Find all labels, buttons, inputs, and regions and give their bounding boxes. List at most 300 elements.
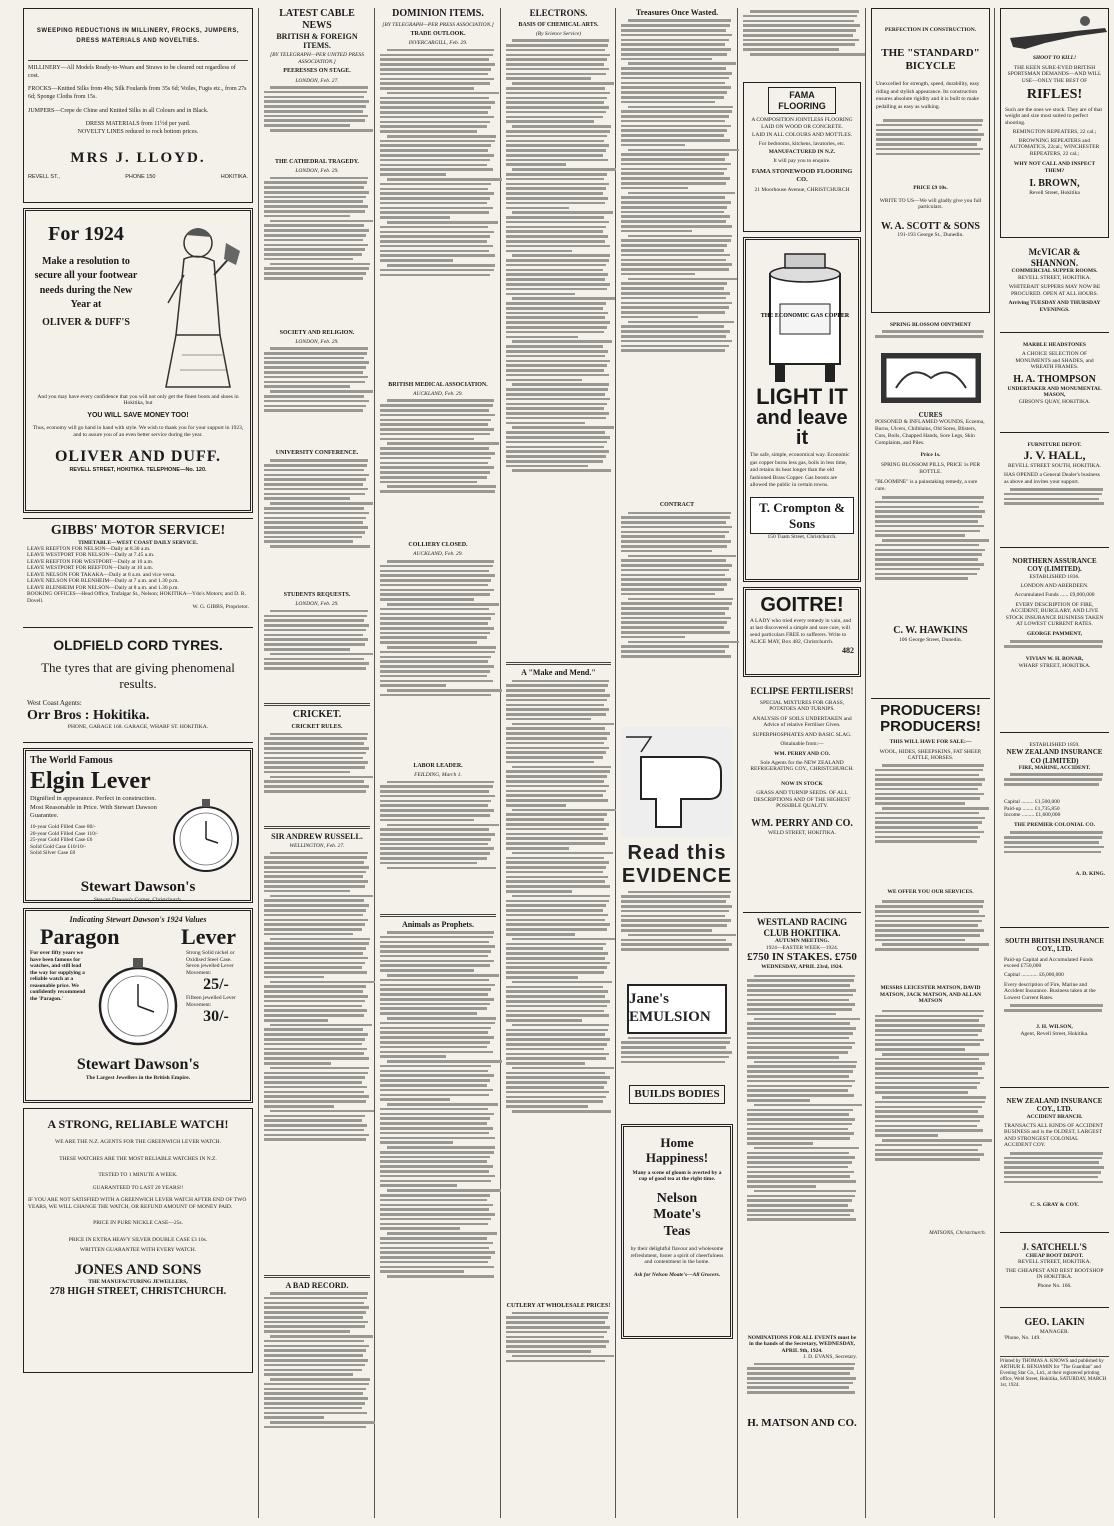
ad-street: REVELL ST., bbox=[28, 173, 60, 180]
article-body bbox=[380, 781, 496, 911]
text-line bbox=[506, 360, 610, 363]
text-line bbox=[264, 409, 363, 412]
text-line bbox=[270, 1110, 374, 1113]
text-line bbox=[875, 1072, 978, 1075]
text-line bbox=[264, 536, 362, 539]
text-line bbox=[264, 914, 363, 917]
text-line bbox=[882, 764, 984, 767]
ad-text-block bbox=[30, 215, 142, 390]
text-line bbox=[264, 1072, 368, 1075]
text-line bbox=[875, 1067, 982, 1070]
text-line bbox=[506, 111, 606, 114]
text-line bbox=[882, 1010, 984, 1013]
text-line bbox=[264, 629, 366, 632]
column-ads-right bbox=[868, 8, 993, 1518]
text-line bbox=[747, 1214, 850, 1217]
text-line bbox=[264, 512, 369, 515]
ad-name: J. SATCHELL'S bbox=[1022, 1242, 1087, 1252]
text-line bbox=[380, 481, 477, 484]
ad-store: Stewart Dawson's bbox=[76, 1056, 200, 1074]
text-line bbox=[380, 1098, 450, 1101]
text-line bbox=[264, 277, 363, 280]
text-line bbox=[621, 545, 727, 548]
text-line bbox=[387, 824, 500, 827]
text-line bbox=[1004, 778, 1102, 781]
ad-price: Price 1s. bbox=[920, 451, 941, 458]
text-line bbox=[264, 766, 365, 769]
dateline: AUCKLAND, Feb. 29. bbox=[413, 390, 463, 397]
text-line bbox=[875, 821, 982, 824]
text-line bbox=[506, 785, 609, 788]
text-line bbox=[747, 1175, 850, 1178]
text-line bbox=[506, 130, 610, 133]
text-line bbox=[380, 490, 495, 493]
text-line bbox=[264, 100, 369, 103]
text-line bbox=[621, 201, 731, 204]
ad-body: Make a resolution to secure all your footwear needs during the New Year at bbox=[34, 255, 138, 311]
text-line bbox=[628, 891, 731, 894]
text-line bbox=[506, 751, 606, 754]
text-line bbox=[1010, 1152, 1103, 1155]
ad-line: BROWNING REPEATERS and AUTOMATICS, 22cal.; WINCHESTER REPEATERS, 22 cal.; bbox=[1009, 137, 1100, 157]
text-line bbox=[747, 1195, 855, 1198]
text-line bbox=[506, 813, 607, 816]
ad-northern-assurance bbox=[1000, 553, 1109, 733]
text-line bbox=[747, 1132, 854, 1135]
text-line bbox=[264, 957, 368, 960]
text-line bbox=[380, 1204, 493, 1207]
text-line bbox=[621, 187, 688, 190]
ad-top: Indicating Stewart Dawson's 1924 Values bbox=[69, 915, 207, 924]
article-heading: STUDENTS REQUESTS. bbox=[283, 592, 351, 599]
text-line bbox=[747, 1204, 848, 1207]
text-line bbox=[387, 1275, 494, 1278]
text-line bbox=[264, 395, 364, 398]
text-line bbox=[506, 933, 575, 936]
text-line bbox=[621, 249, 724, 252]
text-line bbox=[506, 221, 609, 224]
text-line bbox=[506, 833, 603, 836]
text-line bbox=[387, 442, 500, 445]
ad-caption: SHOOT TO KILL! bbox=[1032, 55, 1077, 62]
text-line bbox=[875, 553, 982, 556]
text-line bbox=[506, 976, 578, 979]
text-line bbox=[380, 58, 489, 61]
text-line bbox=[621, 24, 730, 27]
text-line bbox=[506, 971, 604, 974]
section-title: DOMINION ITEMS. bbox=[392, 8, 484, 19]
text-line bbox=[621, 220, 726, 223]
text-line bbox=[380, 1137, 495, 1140]
ad-elgin-lever bbox=[23, 748, 253, 903]
text-line bbox=[506, 1000, 610, 1003]
text-line bbox=[621, 626, 724, 629]
text-line bbox=[264, 1100, 366, 1103]
text-line bbox=[621, 139, 730, 142]
text-line bbox=[380, 1151, 494, 1154]
text-line bbox=[506, 1033, 605, 1036]
text-line bbox=[506, 230, 603, 233]
ad-producers bbox=[871, 698, 990, 1236]
text-line bbox=[882, 1139, 992, 1142]
text-line bbox=[270, 177, 368, 180]
text-line bbox=[264, 928, 362, 931]
text-line bbox=[621, 72, 732, 75]
ad-body: POISONED & INFLAMED WOUNDS, Eczema, Burns, Ulcers, Chilblains, Old Sores, Blisters, Cuts, Boils, Chapped Hands, Sore Legs, Skin Complaints, and Piles. bbox=[875, 419, 985, 447]
timetable-line: LEAVE WESTPORT FOR REEFTON—Daily at 10 a.m. bbox=[27, 565, 154, 572]
race-program bbox=[747, 975, 857, 1335]
ad-body-row bbox=[30, 795, 246, 875]
text-line bbox=[506, 885, 610, 888]
ad-store: OLIVER & DUFF'S bbox=[42, 316, 130, 328]
text-line bbox=[380, 159, 490, 162]
text-line bbox=[380, 1156, 490, 1159]
dateline: INVERCARGILL, Feb. 29. bbox=[408, 40, 468, 47]
text-line bbox=[512, 211, 613, 214]
ad-headline: Home Happiness! bbox=[645, 1134, 709, 1166]
ad-name: Paragon bbox=[40, 924, 120, 950]
text-line bbox=[875, 1144, 982, 1147]
text-line bbox=[387, 1189, 501, 1192]
text-line bbox=[747, 1051, 848, 1054]
text-line bbox=[506, 393, 605, 396]
ad-sub: THE MANUFACTURING JEWELLERS, bbox=[88, 1279, 188, 1286]
text-line bbox=[506, 880, 605, 883]
janes-logo: Jane's EMULSION bbox=[627, 984, 727, 1034]
text-line bbox=[380, 651, 495, 654]
ad-line: PRICE IN PURE NICKLE CASE—25s. bbox=[93, 1220, 183, 1227]
text-line bbox=[754, 1104, 863, 1107]
text-line bbox=[506, 780, 604, 783]
text-line bbox=[512, 852, 613, 855]
ad-name: J. H. WILSON, bbox=[1036, 1024, 1073, 1031]
column-dominion-items bbox=[377, 8, 499, 1518]
text-line bbox=[621, 325, 724, 328]
text-line bbox=[506, 986, 603, 989]
text-line bbox=[506, 699, 607, 702]
text-line bbox=[380, 1074, 494, 1077]
text-line bbox=[621, 77, 729, 80]
ad-city: LONDON AND ABERDEEN. bbox=[1020, 582, 1089, 589]
text-line bbox=[380, 862, 477, 865]
text-line bbox=[621, 287, 724, 290]
text-line bbox=[875, 1115, 984, 1118]
column-divider bbox=[865, 8, 866, 1518]
text-line bbox=[512, 39, 609, 42]
article-heading: CRICKET RULES. bbox=[291, 723, 343, 730]
ad-name: I. BROWN, bbox=[1029, 178, 1080, 190]
text-line bbox=[264, 1412, 367, 1415]
text-line bbox=[506, 957, 605, 960]
text-line bbox=[380, 202, 487, 205]
column-cable-news bbox=[261, 8, 373, 1518]
article-heading: SIR ANDREW RUSSELL. bbox=[271, 831, 363, 841]
text-line bbox=[506, 73, 606, 76]
text-line bbox=[506, 398, 610, 401]
text-line bbox=[506, 460, 603, 463]
text-line bbox=[270, 220, 373, 223]
ad-sub: BICYCLE bbox=[905, 60, 956, 73]
text-line bbox=[506, 1062, 585, 1065]
text-line bbox=[387, 399, 494, 402]
text-line bbox=[747, 1099, 810, 1102]
text-line bbox=[621, 559, 726, 562]
text-line bbox=[621, 244, 727, 247]
text-line bbox=[876, 133, 984, 136]
ointment-jar-icon bbox=[876, 348, 986, 408]
text-line bbox=[621, 516, 730, 519]
text-line bbox=[380, 936, 493, 939]
text-line bbox=[387, 1232, 497, 1235]
article-body bbox=[621, 512, 733, 727]
text-line bbox=[380, 274, 490, 277]
text-line bbox=[380, 409, 489, 412]
ad-line: WRITTEN GUARANTEE WITH EVERY WATCH. bbox=[79, 1247, 197, 1254]
column-electrons bbox=[503, 8, 614, 1518]
text-line bbox=[875, 929, 984, 932]
text-line bbox=[875, 778, 985, 781]
text-line bbox=[621, 655, 731, 658]
ad-address: Agent, Revell Street, Hokitika. bbox=[1020, 1030, 1089, 1037]
text-line bbox=[512, 168, 616, 171]
text-line bbox=[506, 1321, 605, 1324]
text-line bbox=[380, 1242, 493, 1245]
text-line bbox=[747, 999, 849, 1002]
text-line bbox=[264, 1129, 364, 1132]
text-line bbox=[621, 168, 727, 171]
text-line bbox=[264, 990, 363, 993]
text-line bbox=[512, 82, 614, 85]
text-line bbox=[875, 812, 979, 815]
text-line bbox=[512, 680, 609, 683]
text-line bbox=[387, 974, 500, 977]
text-line bbox=[380, 593, 490, 596]
text-line bbox=[380, 54, 493, 57]
text-line bbox=[380, 608, 489, 611]
text-line bbox=[875, 1101, 985, 1104]
text-line bbox=[387, 1060, 502, 1063]
text-line bbox=[883, 119, 983, 122]
article-body bbox=[264, 347, 370, 447]
text-line bbox=[512, 254, 610, 257]
text-line bbox=[506, 919, 605, 922]
text-line bbox=[380, 1022, 495, 1025]
text-line bbox=[1004, 1157, 1102, 1160]
text-line bbox=[747, 1372, 850, 1375]
text-line bbox=[506, 694, 610, 697]
text-line bbox=[1004, 836, 1102, 839]
text-line bbox=[621, 39, 729, 42]
text-line bbox=[506, 713, 606, 716]
text-line bbox=[506, 192, 603, 195]
text-line bbox=[506, 450, 609, 453]
ad-agents: West Coast Agents: bbox=[27, 699, 82, 708]
text-line bbox=[512, 1024, 609, 1027]
text-line bbox=[380, 1036, 494, 1039]
price-line: 10-year Gold Filled Case 80/- bbox=[30, 824, 96, 831]
ad-capital: Paid-up Capital and Accumulated Funds exceed £750,000 bbox=[1004, 956, 1093, 969]
ad-address: GIBSON'S QUAY, HOKITIKA. bbox=[1018, 398, 1091, 405]
text-line bbox=[506, 278, 605, 281]
article-body bbox=[380, 560, 496, 760]
ad-body bbox=[875, 330, 986, 348]
text-line bbox=[380, 116, 494, 119]
text-line bbox=[264, 752, 366, 755]
text-line bbox=[380, 452, 495, 455]
text-line bbox=[621, 924, 727, 927]
text-line bbox=[506, 1072, 605, 1075]
text-line bbox=[506, 727, 605, 730]
text-line bbox=[264, 771, 350, 774]
ad-line: THESE WATCHES ARE THE MOST RELIABLE WATCHES IN N.Z. bbox=[59, 1155, 217, 1162]
ad-spring-blossom bbox=[871, 318, 990, 693]
text-line bbox=[621, 316, 698, 319]
ad-name: GEO. LAKIN bbox=[1024, 1317, 1085, 1328]
text-line bbox=[506, 799, 608, 802]
text-line bbox=[506, 207, 569, 210]
text-line bbox=[512, 1355, 614, 1358]
ad-line: SPECIAL MIXTURES FOR GRASS, POTATOES AND TURNIPS. bbox=[759, 699, 845, 713]
ad-established: ESTABLISHED 1836. bbox=[1029, 573, 1080, 580]
ad-body bbox=[1004, 1152, 1105, 1202]
ad-lakin bbox=[1000, 1313, 1109, 1351]
pointing-hand-icon bbox=[621, 727, 733, 837]
text-line bbox=[621, 225, 732, 228]
ad-agent: C. S. GRAY & COY. bbox=[1030, 1201, 1079, 1208]
section-title: Treasures Once Wasted. bbox=[635, 8, 719, 17]
text-line bbox=[506, 1029, 608, 1032]
ad-fama-flooring bbox=[743, 82, 861, 232]
ad-line: GUARANTEED TO LAST 20 YEARS!! bbox=[92, 1184, 184, 1191]
text-line bbox=[264, 1038, 365, 1041]
ad-title: WESTLAND RACING CLUB HOKITIKA. bbox=[756, 917, 848, 938]
text-line bbox=[380, 404, 493, 407]
text-line bbox=[747, 1152, 849, 1155]
text-line bbox=[380, 964, 490, 967]
text-line bbox=[380, 945, 495, 948]
text-line bbox=[264, 1349, 366, 1352]
ad-headline: For 1924 bbox=[48, 223, 124, 245]
text-line bbox=[1004, 1181, 1103, 1184]
text-line bbox=[743, 43, 855, 46]
text-line bbox=[875, 1125, 977, 1128]
ad-perry-fertilisers bbox=[743, 682, 861, 907]
text-line bbox=[506, 101, 604, 104]
text-line bbox=[506, 1014, 609, 1017]
text-line bbox=[380, 656, 491, 659]
ad-line: REMINGTON REPEATERS, 22 cal.; bbox=[1012, 129, 1097, 136]
text-line bbox=[512, 1312, 609, 1315]
ad-nominations: NOMINATIONS FOR ALL EVENTS must be in the hands of the Secretary, WEDNESDAY, APRIL 9th, 1924. bbox=[747, 1334, 857, 1354]
text-line bbox=[264, 1359, 368, 1362]
text-line bbox=[875, 558, 978, 561]
article-heading: UNIVERSITY CONFERENCE. bbox=[275, 450, 359, 457]
text-line bbox=[264, 357, 364, 360]
text-line bbox=[380, 197, 490, 200]
text-line bbox=[875, 1043, 980, 1046]
text-line bbox=[380, 988, 491, 991]
text-line bbox=[264, 521, 363, 524]
text-line bbox=[264, 634, 363, 637]
text-line bbox=[380, 804, 488, 807]
text-line bbox=[506, 1010, 604, 1013]
text-line bbox=[621, 948, 729, 951]
ad-body bbox=[876, 119, 985, 179]
text-line bbox=[875, 1034, 978, 1037]
text-line bbox=[747, 1042, 855, 1045]
article-body bbox=[264, 610, 370, 700]
text-line bbox=[380, 1270, 464, 1273]
ad-line: WM. PERRY AND CO. bbox=[774, 750, 830, 757]
text-line bbox=[1004, 502, 1104, 505]
text-line bbox=[747, 1128, 848, 1131]
text-line bbox=[506, 1096, 606, 1099]
text-line bbox=[506, 379, 582, 382]
text-line bbox=[882, 330, 984, 333]
ad-date: WEDNESDAY, APRIL 23rd, 1924. bbox=[761, 964, 843, 971]
text-line bbox=[506, 1316, 608, 1319]
text-line bbox=[506, 374, 609, 377]
text-line bbox=[621, 910, 729, 913]
text-line bbox=[747, 1377, 856, 1380]
text-line bbox=[264, 737, 367, 740]
ad-mcvicar-shannon bbox=[1000, 243, 1109, 333]
ad-line: It will pay you to enquire. bbox=[773, 157, 831, 164]
text-line bbox=[621, 43, 725, 46]
text-line bbox=[270, 129, 373, 132]
ad-text: by their delightful flavour and wholesome refreshment, foster a spirit of cheerfulness and contentment in the home. bbox=[630, 1246, 724, 1266]
ad-offer: WE OFFER YOU OUR SERVICES. bbox=[887, 888, 974, 895]
text-line bbox=[512, 426, 614, 429]
ad-agent: GEORGE PAMMENT, bbox=[1026, 630, 1083, 637]
text-line bbox=[506, 116, 603, 119]
text-line bbox=[875, 817, 985, 820]
text-line bbox=[380, 814, 490, 817]
ad-name: T. Crompton & Sons bbox=[750, 497, 854, 534]
text-line bbox=[270, 1292, 368, 1295]
text-line bbox=[875, 1024, 985, 1027]
text-line bbox=[264, 1009, 367, 1012]
text-line bbox=[270, 981, 375, 984]
text-line bbox=[380, 106, 491, 109]
pocket-watch-icon bbox=[166, 795, 246, 875]
text-line bbox=[264, 110, 363, 113]
text-line bbox=[876, 153, 980, 156]
text-line bbox=[380, 1266, 494, 1269]
text-line bbox=[875, 783, 982, 786]
column-ads-left bbox=[20, 8, 256, 1518]
ad-phone: 'Phone, No. 149. bbox=[1004, 1335, 1041, 1342]
text-line bbox=[506, 1100, 603, 1103]
ad-footer: MATSONS, Christchurch. bbox=[929, 1229, 986, 1236]
text-line bbox=[264, 761, 368, 764]
text-line bbox=[506, 947, 603, 950]
ad-desc: Dignified in appearance. Perfect in construction. Most Reasonable in Price. With Stewart Dawson Guarantee. bbox=[30, 795, 157, 819]
text-line bbox=[621, 607, 729, 610]
text-line bbox=[264, 909, 366, 912]
text-line bbox=[506, 847, 569, 850]
text-line bbox=[264, 638, 368, 641]
text-line bbox=[264, 1416, 324, 1419]
column-divider bbox=[994, 8, 995, 1518]
text-line bbox=[875, 510, 985, 513]
text-line bbox=[506, 436, 610, 439]
ad-body: The safe, simple, economical way. Economic gas copper burns less gas, boils in less time, and retains its heat longer than the old fashioned Brass Copper. Gas boosts are allowed the public in certain towns. bbox=[750, 452, 850, 488]
text-line bbox=[506, 316, 605, 319]
text-line bbox=[264, 742, 364, 745]
text-line bbox=[621, 211, 724, 214]
text-line bbox=[380, 1165, 493, 1168]
